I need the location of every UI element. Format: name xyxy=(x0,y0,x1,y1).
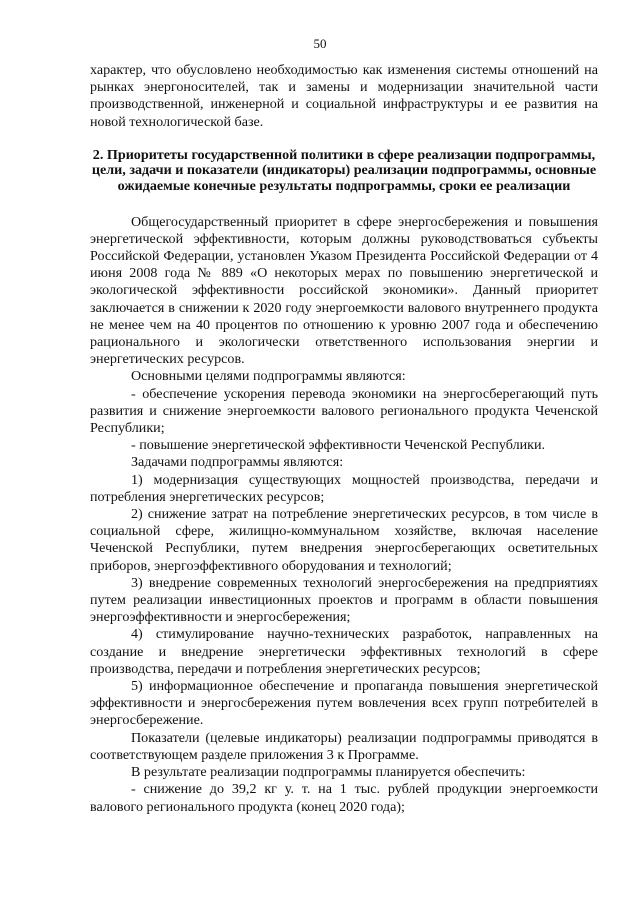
intro-paragraph: характер, что обусловлено необходимостью как изменения системы отношений на рынках энергоносителей, так и замены и модернизации значительной части производственной, инженерной и социальной инфраструктуры и ее развития на новой технологической базе. xyxy=(90,62,598,130)
paragraph-indicators: Показатели (целевые индикаторы) реализации подпрограммы приводятся в соответствующем разделе приложения 3 к Программе. xyxy=(90,729,598,763)
list-item-result-1: - снижение до 39,2 кг у. т. на 1 тыс. рублей продукции энергоемкости валового регионального продукта (конец 2020 года); xyxy=(90,781,598,815)
paragraph-results-intro: В результате реализации подпрограммы планируется обеспечить: xyxy=(131,764,526,781)
section-heading: 2. Приоритеты государственной политики в сфере реализации подпрограммы, цели, задачи и показатели (индикаторы) реализации подпрограммы, основные ожидаемые конечные результаты подпрограммы, сроки ее реализации xyxy=(91,146,597,194)
paragraph-tasks-intro: Задачами подпрограммы являются: xyxy=(131,454,344,471)
paragraph-priority: Общегосударственный приоритет в сфере энергосбережения и повышения энергетической эффективности, которым должны руководствоваться субъекты Российской Федерации, установлен Указом Президента Российской Федерации от 4 июня 2008 года № 889 «О некоторых мерах по повышению энергетической и экологической эффективности российской экономики». Данный приоритет заключается в снижении к 2020 году энергоемкости валового внутреннего продукта не менее чем на 40 процентов по отношению к уровню 2007 года и обеспечению рационального и экологически ответственного использования энергии и энергетических ресурсов. xyxy=(90,213,598,368)
list-item-task-2: 2) снижение затрат на потребление энергетических ресурсов, в том числе в социальной сфере, жилищно-коммунальном хозяйстве, включая население Чеченской Республики, путем внедрения энергосберегающих осветительных приборов, энергоэффективного оборудования и технологий; xyxy=(90,506,598,574)
list-item-task-4: 4) стимулирование научно-технических разработок, направленных на создание и внедрение энергетически эффективных технологий в сфере производства, передачи и потребления энергетических ресурсов; xyxy=(90,626,598,677)
list-item-goal-1: - обеспечение ускорения перевода экономики на энергосберегающий путь развития и снижение энергоемкости валового регионального продукта Чеченской Республики; xyxy=(90,385,598,437)
list-item-task-3: 3) внедрение современных технологий энергосбережения на предприятиях путем реализации инвестиционных проектов и программ в области повышения энергоэффективности и энергосбережения; xyxy=(90,574,598,626)
page-body xyxy=(90,62,598,816)
page-number: 50 xyxy=(313,36,327,51)
list-item-goal-2: - повышение энергетической эффективности Чеченской Республики. xyxy=(131,437,546,454)
paragraph-goals-intro: Основными целями подпрограммы являются: xyxy=(131,368,406,385)
list-item-task-1: 1) модернизация существующих мощностей производства, передачи и потребления энергетических ресурсов; xyxy=(90,471,598,505)
list-item-task-5: 5) информационное обеспечение и пропаганда повышения энергетической эффективности и энергосбережения путем вовлечения всех групп потребителей в энергосбережение. xyxy=(90,678,598,729)
